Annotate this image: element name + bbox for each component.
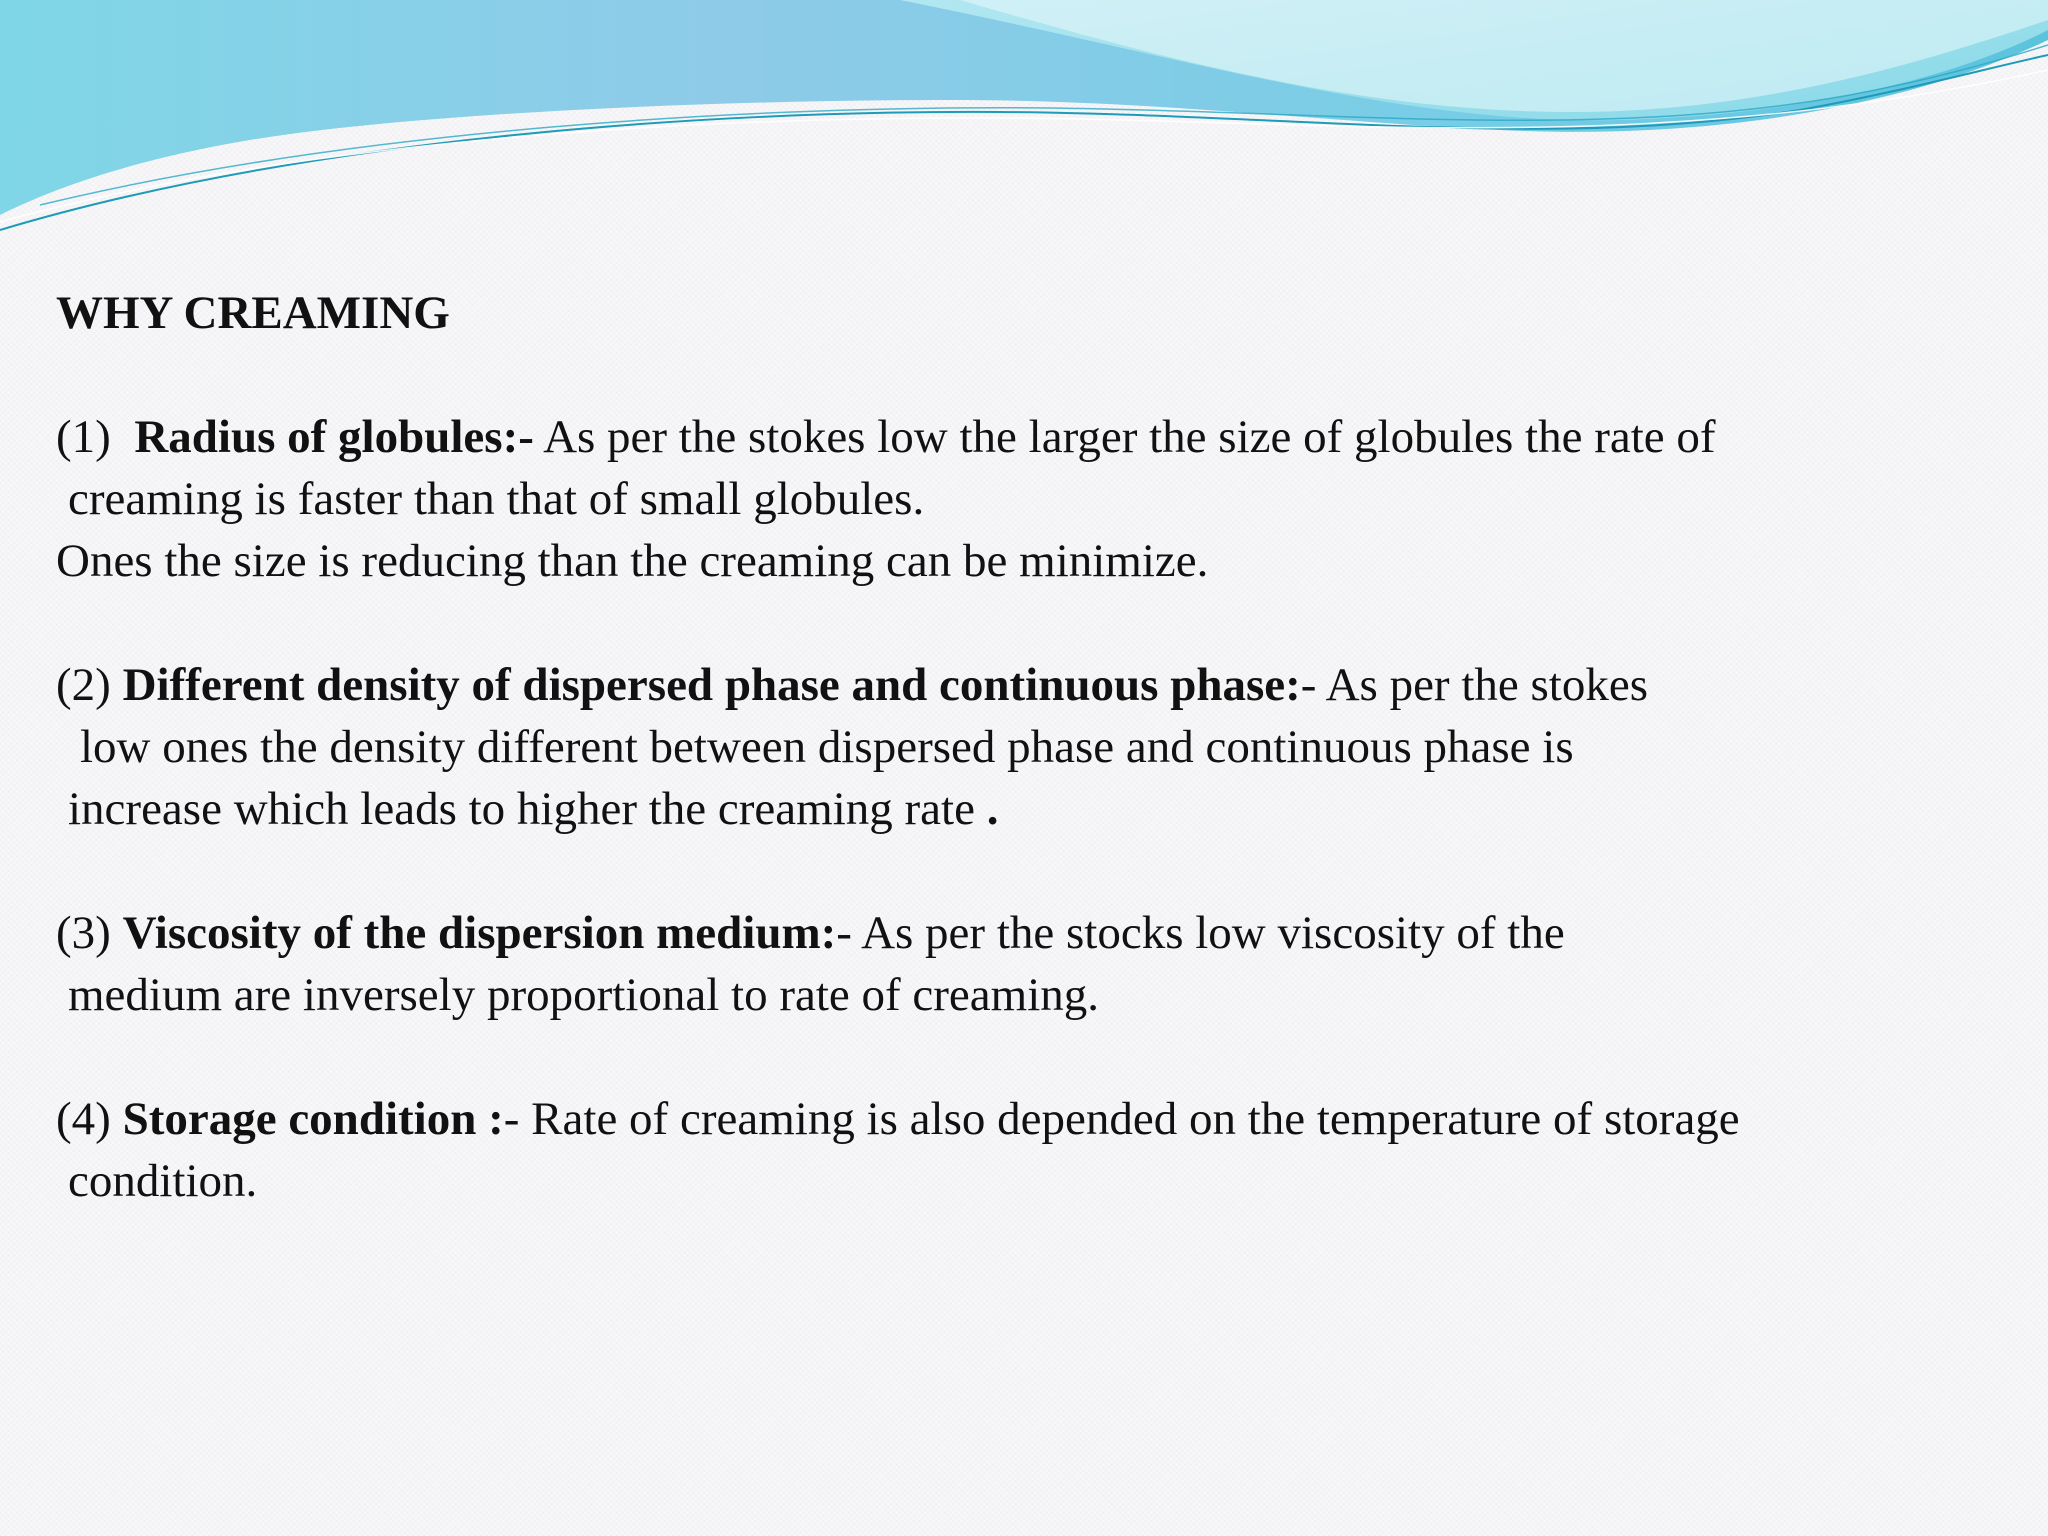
point-3-term: Viscosity of the dispersion medium: (122, 907, 837, 959)
point-2-text-3: increase which leads to higher the creaming rate (68, 783, 975, 835)
slide-title: WHY CREAMING (56, 287, 450, 339)
point-2-line-2: low ones the density different between dispersed phase and continuous phase is (80, 721, 1574, 773)
spacer (56, 592, 2036, 654)
spacer (56, 1026, 2036, 1088)
point-3-number: (3) (56, 907, 111, 959)
point-1-text-1: As per the stokes low the larger the size of globules the rate of (543, 411, 1716, 463)
point-2-term: Different density of dispersed phase and continuous phase: (122, 659, 1301, 711)
point-4-line-2: condition. (68, 1155, 258, 1207)
point-4-number: (4) (56, 1093, 111, 1145)
point-2-line-1 (56, 654, 2036, 716)
spacer (56, 840, 2036, 902)
point-2-text-1: - As per the stokes (1300, 659, 1649, 711)
point-3-line-1 (56, 902, 2036, 964)
point-4-term: Storage condition : (122, 1093, 504, 1145)
point-4-text-1: - Rate of creaming is also depended on the temperature of storage (503, 1093, 1740, 1145)
point-1-line-2: creaming is faster than that of small globules. (68, 473, 925, 525)
point-1-term: Radius of globules:- (134, 411, 534, 463)
point-2-line-3 (56, 778, 2036, 840)
point-4-line-1 (56, 1088, 2036, 1150)
slide-content (56, 282, 2036, 1212)
point-1-line-1 (56, 406, 2036, 468)
point-2-period: . (986, 783, 999, 835)
point-1-extra: Ones the size is reducing than the creaming can be minimize. (56, 535, 1209, 587)
point-1-number: (1) (56, 411, 111, 463)
point-3-text-1: - As per the stocks low viscosity of the (836, 907, 1565, 959)
spacer (56, 344, 2036, 406)
point-2-number: (2) (56, 659, 111, 711)
header-wave-decoration (0, 0, 2048, 240)
point-3-line-2: medium are inversely proportional to rate of creaming. (68, 969, 1100, 1021)
